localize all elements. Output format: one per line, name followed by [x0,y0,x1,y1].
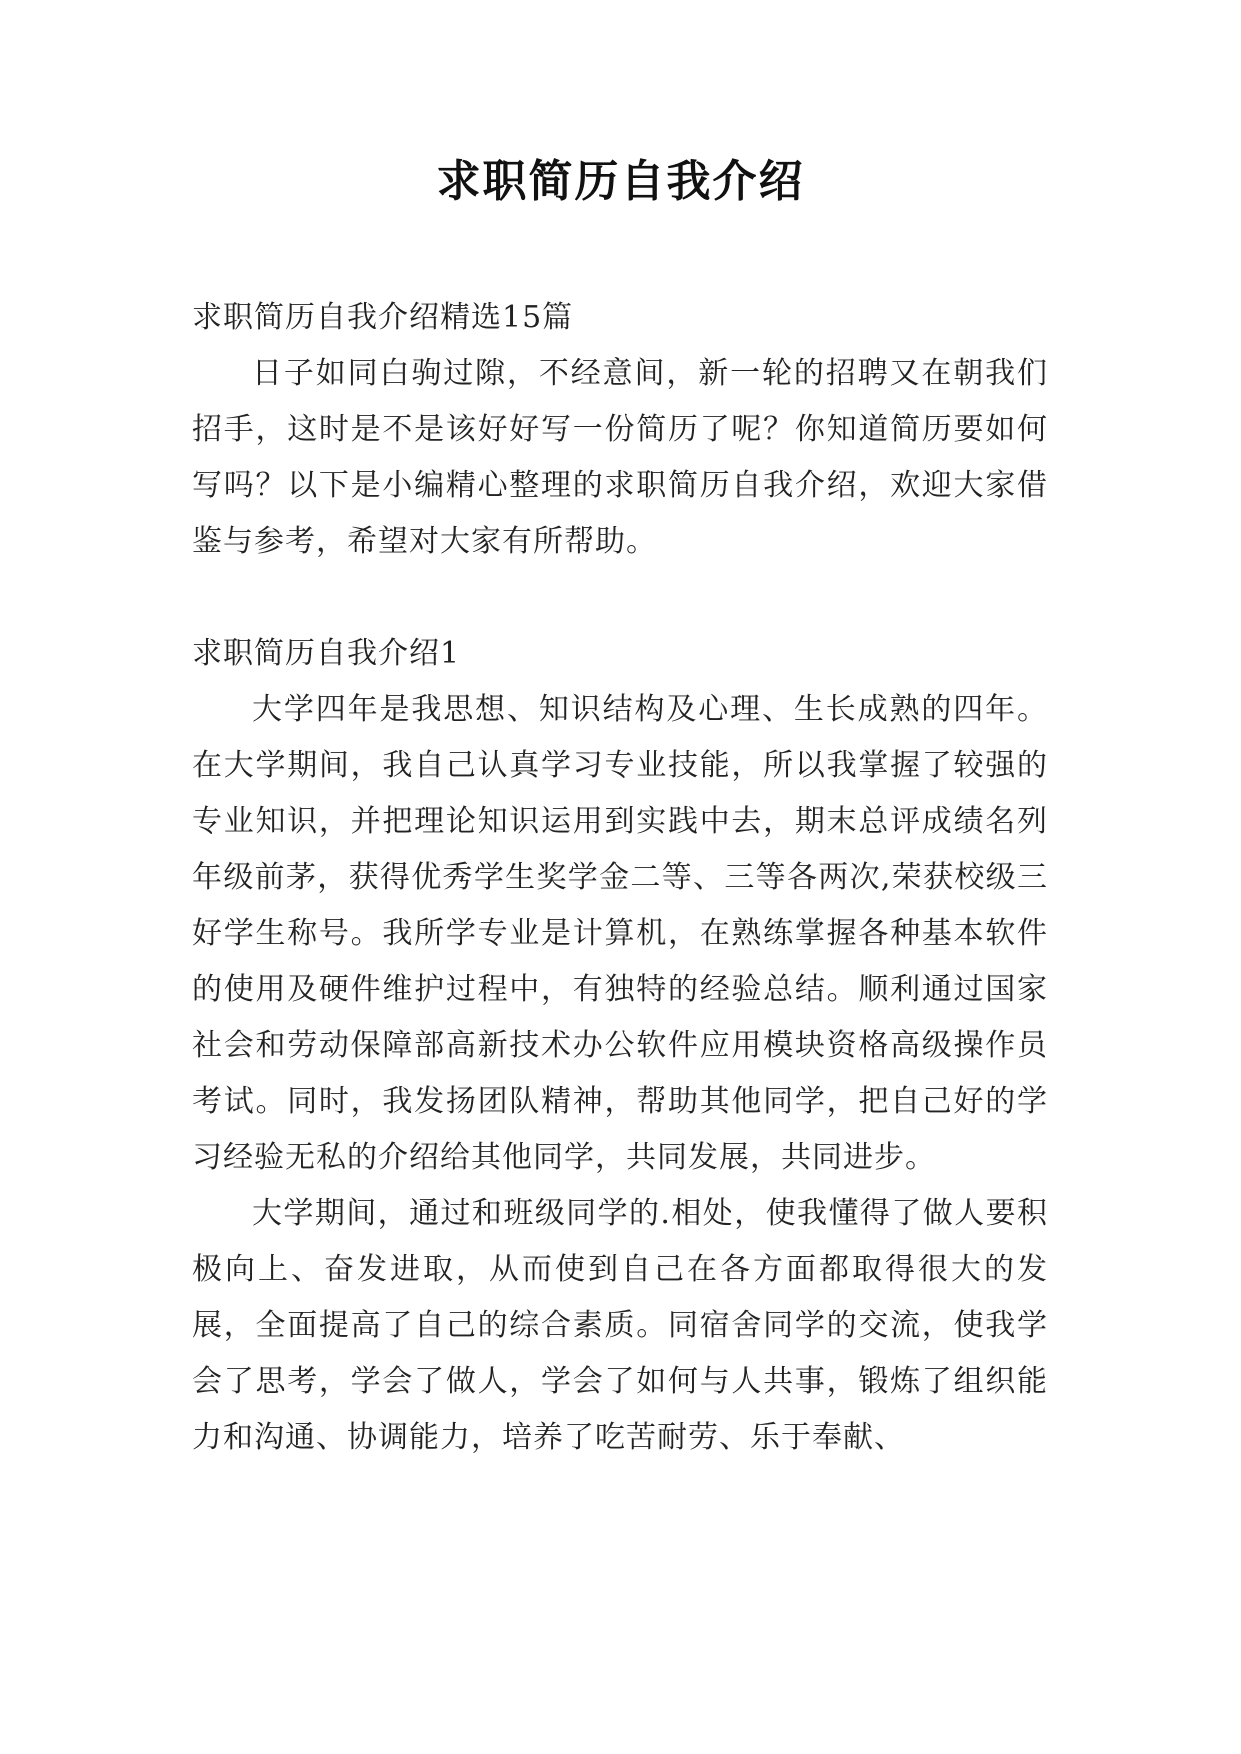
body-paragraph: 大学期间，通过和班级同学的.相处，使我懂得了做人要积极向上、奋发进取，从而使到自己在各方面都取得很大的发展，全面提高了自己的综合素质。同宿舍同学的交流，使我学会了思考，学会了做人，学会了如何与人共事，锻炼了组织能力和沟通、协调能力，培养了吃苦耐劳、乐于奉献、 [192,1196,1048,1455]
intro-paragraph: 日子如同白驹过隙，不经意间，新一轮的招聘又在朝我们招手，这时是不是该好好写一份简历了呢？你知道简历要如何写吗？以下是小编精心整理的求职简历自我介绍，欢迎大家借鉴与参考，希望对大家有所帮助。 [192,356,1048,559]
body-paragraph: 大学四年是我思想、知识结构及心理、生长成熟的四年。在大学期间，我自己认真学习专业技能，所以我掌握了较强的专业知识，并把理论知识运用到实践中去，期末总评成绩名列年级前茅，获得优秀学生奖学金二等、三等各两次,荣获校级三好学生称号。我所学专业是计算机，在熟练掌握各种基本软件的使用及硬件维护过程中，有独特的经验总结。顺利通过国家社会和劳动保障部高新技术办公软件应用模块资格高级操作员考试。同时，我发扬团队精神，帮助其他同学，把自己好的学习经验无私的介绍给其他同学，共同发展，共同进步。 [192,692,1048,1175]
section-heading: 求职简历自我介绍1 [192,636,461,671]
document-body [192,290,1048,1466]
section-spacer [192,570,1048,626]
document-title: 求职简历自我介绍 [436,156,805,207]
document-subtitle: 求职简历自我介绍精选15篇 [192,300,574,335]
